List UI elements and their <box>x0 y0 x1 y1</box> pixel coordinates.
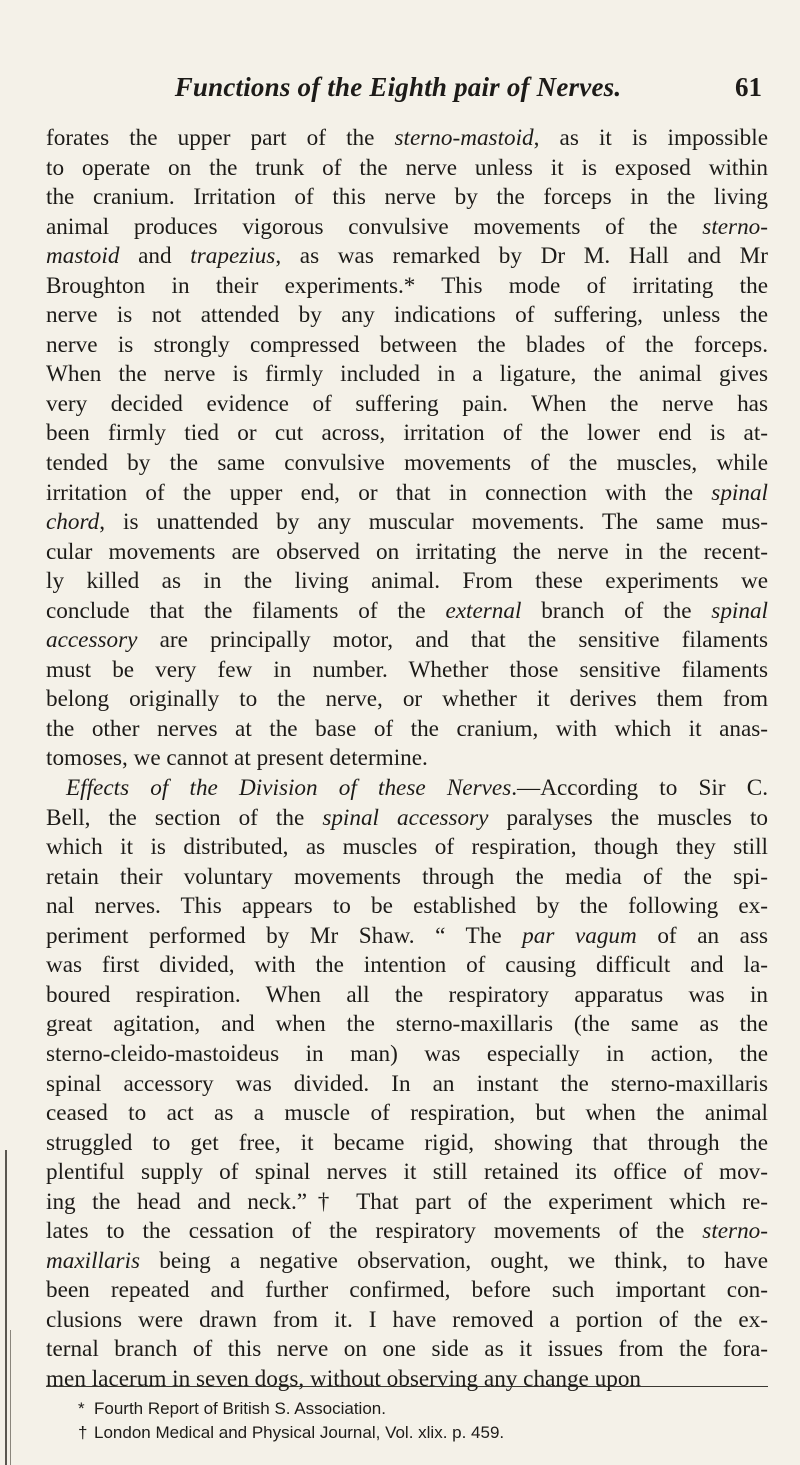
italic-term: sterno-mastoid <box>394 125 534 151</box>
text-line: which it is distributed, as muscles of respiration, though they still <box>46 834 768 861</box>
text-line: been repeated and further confirmed, before such important con- <box>46 1277 768 1304</box>
italic-term: par vagum <box>522 922 637 949</box>
footnote-rule <box>46 1386 768 1387</box>
text-line: Bell, the section of the spinal accessory paralyses the muscles to <box>46 804 768 831</box>
footnotes <box>78 1397 768 1445</box>
text-line: to operate on the trunk of the nerve unless it is exposed within <box>46 154 768 181</box>
text-line: ceased to act as a muscle of respiration, but when the animal <box>46 1100 768 1127</box>
text-line: accessory are principally motor, and that the sensitive filaments <box>46 627 768 654</box>
text-line: sterno-cleido-mastoideus in man) was especially in action, the <box>46 1040 768 1067</box>
text-line: must be very few in number. Whether those sensitive filaments <box>46 656 768 683</box>
text-line: irritation of the upper end, or that in connection with the spinal <box>46 479 768 506</box>
text-line: Effects of the Division of these Nerves.—According to Sir C. <box>66 775 768 802</box>
text-line: plentiful supply of spinal nerves it still retained its office of mov- <box>46 1159 768 1186</box>
text-line: nal nerves. This appears to be established by the following ex- <box>46 893 768 920</box>
italic-term: Effects of the Division of these Nerves <box>66 775 512 802</box>
text-line: forates the upper part of the sterno-mastoid, as it is impossible <box>46 125 768 151</box>
text-line: ternal branch of this nerve on one side as it issues from the fora- <box>46 1336 768 1363</box>
text-line: ly killed as in the living animal. From these experiments we <box>46 568 768 595</box>
text-line: tended by the same convulsive movements of the muscles, while <box>46 450 768 477</box>
italic-term: spinal <box>711 597 768 624</box>
text-line: cular movements are observed on irritating the nerve in the recent- <box>46 538 768 565</box>
text-line: tomoses, we cannot at present determine. <box>46 745 428 772</box>
text-line: the other nerves at the base of the cranium, with which it anas- <box>46 715 768 742</box>
page-edge-shadow <box>5 1150 7 1465</box>
italic-term: maxillaris <box>46 1247 141 1274</box>
text-line: ing the head and neck.”† That part of the experiment which re- <box>46 1188 768 1215</box>
italic-term: sterno- <box>702 213 768 240</box>
text-line: spinal accessory was divided. In an instant the sterno-maxillaris <box>46 1070 768 1097</box>
text-line: belong originally to the nerve, or whether it derives them from <box>46 686 768 713</box>
text-line: great agitation, and when the sterno-maxillaris (the same as the <box>46 1011 768 1038</box>
text-line: men lacerum in seven dogs, without observing any change upon <box>46 1365 642 1392</box>
italic-term: chord <box>46 509 100 536</box>
italic-term: spinal <box>711 479 768 506</box>
page-number: 61 <box>735 72 762 102</box>
footnote-text: London Medical and Physical Journal, Vol. xlix. p. 459. <box>94 1423 505 1442</box>
text-line: struggled to get free, it became rigid, showing that through the <box>46 1129 768 1156</box>
text-line: When the nerve is firmly included in a ligature, the animal gives <box>46 361 768 388</box>
text-line: was first divided, with the intention of causing difficult and la- <box>46 952 768 979</box>
text-line: nerve is not attended by any indications of suffering, unless the <box>46 302 768 329</box>
text-line: been firmly tied or cut across, irritation of the lower end is at- <box>46 420 768 447</box>
text-line: boured respiration. When all the respiratory apparatus was in <box>46 981 768 1008</box>
text-line: very decided evidence of suffering pain. When the nerve has <box>46 390 768 417</box>
text-line: clusions were drawn from it. I have removed a portion of the ex- <box>46 1306 768 1333</box>
text-line: the cranium. Irritation of this nerve by the forceps in the living <box>46 184 768 211</box>
text-line: maxillaris being a negative observation, ought, we think, to have <box>46 1247 768 1274</box>
italic-term: sterno- <box>702 1218 768 1245</box>
footnote <box>78 1421 768 1445</box>
text-line: animal produces vigorous convulsive movements of the sterno- <box>46 213 768 240</box>
italic-term: spinal accessory <box>322 804 489 831</box>
page-edge-shadow-inner <box>10 1330 11 1465</box>
body-text <box>46 124 768 1395</box>
italic-term: external <box>445 597 522 624</box>
text-line: retain their voluntary movements through the media of the spi- <box>46 863 768 890</box>
text-line: conclude that the filaments of the external branch of the spinal <box>46 597 768 624</box>
footnote-mark: * <box>78 1399 85 1418</box>
text-line: Broughton in their experiments.* This mode of irritating the <box>46 272 768 299</box>
running-header <box>118 72 766 112</box>
italic-term: mastoid <box>46 243 120 270</box>
text-line: periment performed by Mr Shaw. “ The par vagum of an ass <box>46 922 768 949</box>
footnote-text: Fourth Report of British S. Association. <box>94 1399 386 1418</box>
text-line: nerve is strongly compressed between the blades of the forceps. <box>46 331 768 358</box>
text-line: lates to the cessation of the respiratory movements of the sterno- <box>46 1218 768 1245</box>
italic-term: trapezius <box>190 243 276 270</box>
text-line: chord, is unattended by any muscular movements. The same mus- <box>46 509 768 536</box>
running-title: Functions of the Eighth pair of Nerves. <box>174 72 622 102</box>
footnote-mark: † <box>78 1423 88 1442</box>
footnote <box>78 1397 768 1421</box>
italic-term: accessory <box>46 627 138 654</box>
text-line: mastoid and trapezius, as was remarked by Dr M. Hall and Mr <box>46 243 768 270</box>
